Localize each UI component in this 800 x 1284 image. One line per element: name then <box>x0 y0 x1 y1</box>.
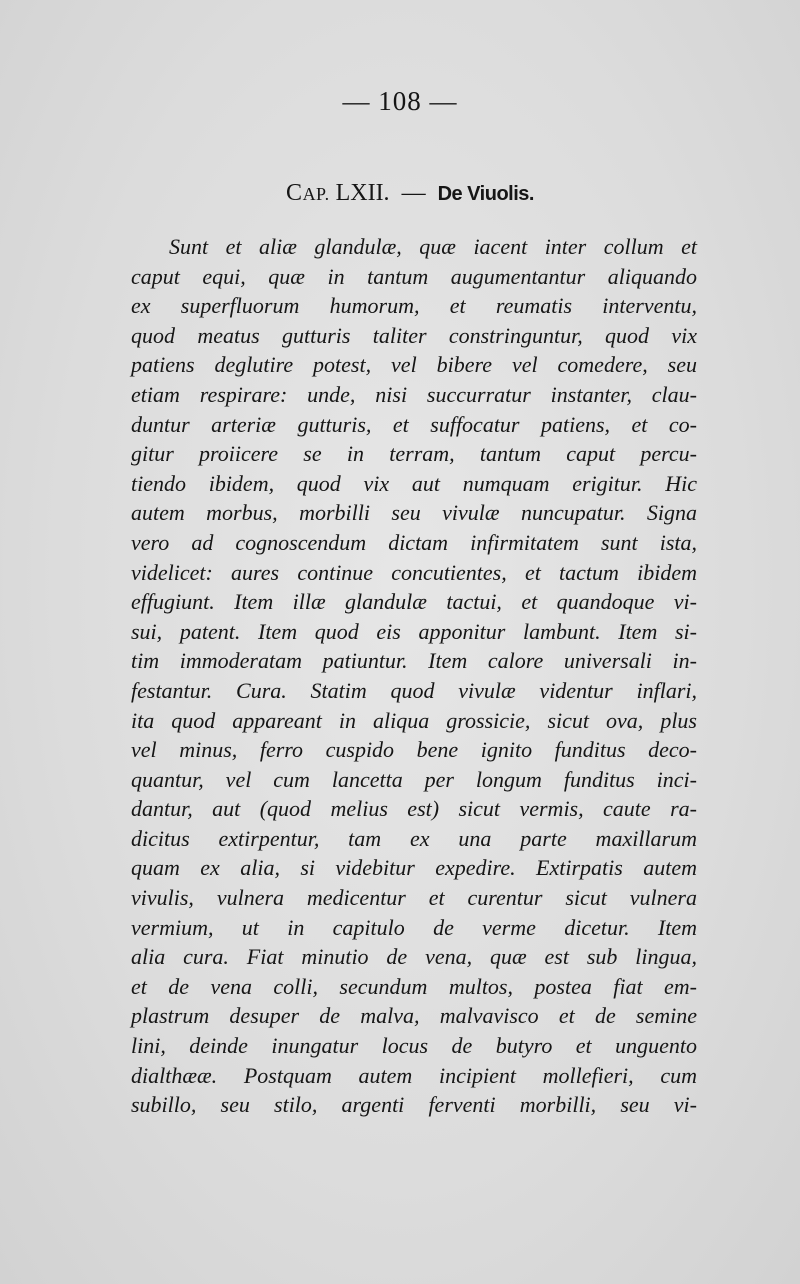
chapter-separator: — <box>401 180 426 206</box>
text-line: vero ad cognoscendum dictam infirmitatem sunt ista, <box>131 529 697 555</box>
text-line: dialthææ. Postquam autem incipient mollefieri, cum <box>131 1062 697 1088</box>
text-line: effugiunt. Item illæ glandulæ tactui, et quandoque vi- <box>131 589 697 615</box>
body-text <box>131 232 697 1120</box>
text-line: caput equi, quæ in tantum augumentantur aliquando <box>131 263 697 289</box>
chapter-numeral: LXII. <box>335 180 390 206</box>
text-line: dantur, aut (quod melius est) sicut vermis, caute ra- <box>131 796 697 822</box>
text-line: patiens deglutire potest, vel bibere vel comedere, seu <box>131 352 697 378</box>
text-line: Sunt et aliæ glandulæ, quæ iacent inter collum et <box>169 234 697 259</box>
text-line: alia cura. Fiat minutio de vena, quæ est sub lingua, <box>131 944 697 970</box>
text-line: lini, deinde inungatur locus de butyro et unguento <box>131 1033 697 1059</box>
text-line: quam ex alia, si videbitur expedire. Extirpatis autem <box>131 855 697 881</box>
chapter-cap-rest: AP. <box>302 184 330 204</box>
chapter-cap-initial: C <box>286 180 303 206</box>
text-line: ita quod appareant in aliqua grossicie, sicut ova, plus <box>131 707 697 733</box>
text-line: quantur, vel cum lancetta per longum funditus inci- <box>131 766 697 792</box>
text-line: tiendo ibidem, quod vix aut numquam erigitur. Hic <box>131 470 697 496</box>
text-line: dicitus extirpentur, tam ex una parte maxillarum <box>131 825 697 851</box>
text-line: vermium, ut in capitulo de verme dicetur. Item <box>131 914 697 940</box>
text-line: etiam respirare: unde, nisi succurratur instanter, clau- <box>131 381 697 407</box>
text-line: quod meatus gutturis taliter constringuntur, quod vix <box>131 322 697 348</box>
text-line: tim immoderatam patiuntur. Item calore universali in- <box>131 648 697 674</box>
text-line: duntur arteriæ gutturis, et suffocatur patiens, et co- <box>131 411 697 437</box>
text-line: festantur. Cura. Statim quod vivulæ videntur inflari, <box>131 677 697 703</box>
text-line: autem morbus, morbilli seu vivulæ nuncupatur. Signa <box>131 500 697 526</box>
text-line: plastrum desuper de malva, malvavisco et de semine <box>131 1003 697 1029</box>
text-line: ex superfluorum humorum, et reumatis interventu, <box>131 293 697 319</box>
text-line: sui, patent. Item quod eis apponitur lambunt. Item si- <box>131 618 697 644</box>
text-line: videlicet: aures continue concutientes, et tactum ibidem <box>131 559 697 585</box>
page-number: — 108 — <box>342 86 458 116</box>
text-line: et de vena colli, secundum multos, postea fiat em- <box>131 973 697 999</box>
text-line: gitur proiicere se in terram, tantum caput percu- <box>131 441 697 467</box>
chapter-heading <box>0 180 800 207</box>
text-line: vel minus, ferro cuspido bene ignito funditus deco- <box>131 737 697 763</box>
chapter-title: De Viuolis. <box>437 183 534 205</box>
text-line: subillo, seu stilo, argenti ferventi morbilli, seu vi- <box>131 1092 697 1118</box>
text-line: vivulis, vulnera medicentur et curentur sicut vulnera <box>131 885 697 911</box>
